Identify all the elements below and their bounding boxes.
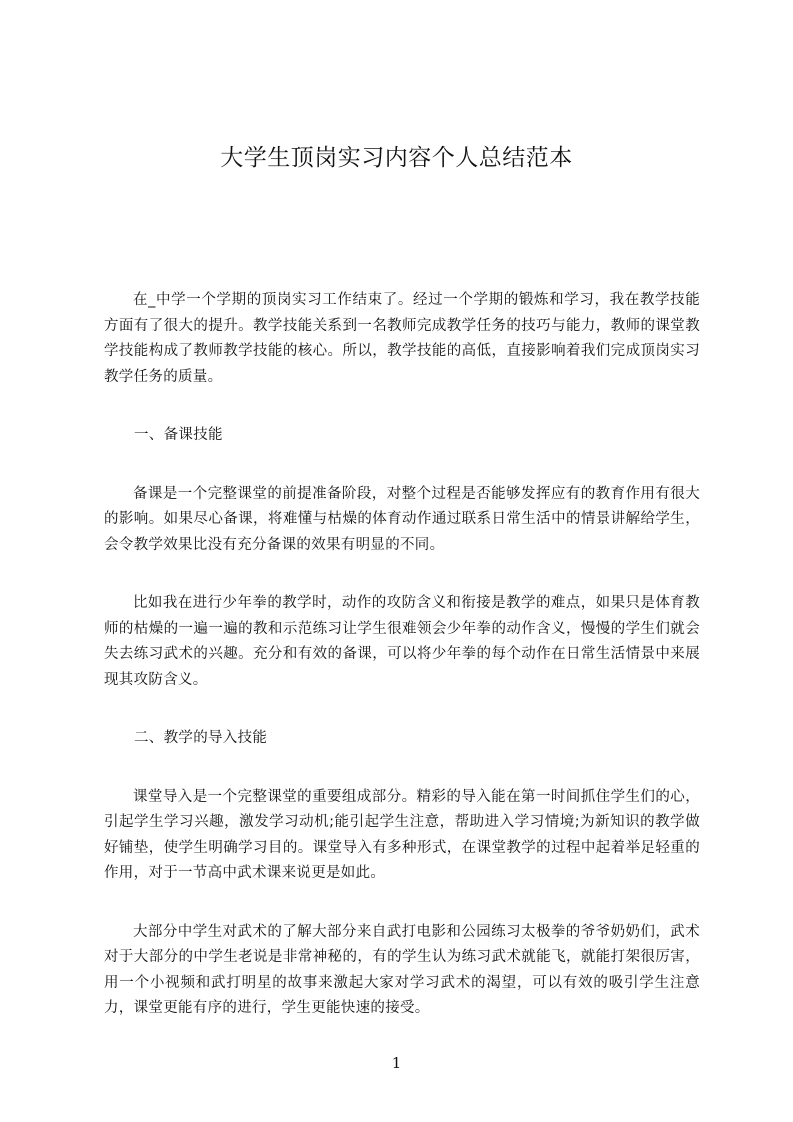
page-number: 1 — [391, 1054, 402, 1072]
section-heading-lesson-intro: 二、教学的导入技能 — [134, 730, 268, 746]
document-body — [104, 288, 700, 1055]
paragraph-wushu-interest: 大部分中学生对武术的了解大部分来自武打电影和公园练习太极拳的爷爷奶奶们，武术对于大部分的中学生老说是非常神秘的，有的学生认为练习武术就能飞，就能打架很厉害，用一个小视频和武打明星的故事来激起大家对学习武术的渴望，可以有效的吸引学生注意力，课堂更能有序的进行，学生更能快速的接受。 — [104, 923, 700, 1016]
document-title: 大学生顶岗实习内容个人总结范本 — [220, 145, 573, 171]
paragraph-lesson-prep: 备课是一个完整课堂的前提准备阶段，对整个过程是否能够发挥应有的教育作用有很大的影响。如果尽心备课，将难懂与枯燥的体育动作通过联系日常生活中的情景讲解给学生，会令教学效果比没有充分备课的效果有明显的不同。 — [104, 485, 700, 553]
paragraph-intro: 在_中学一个学期的顶岗实习工作结束了。经过一个学期的锻炼和学习，我在教学技能方面有了很大的提升。教学技能关系到一名教师完成教学任务的技巧与能力，教师的课堂教学技能构成了教师教学技能的核心。所以，教学技能的高低，直接影响着我们完成顶岗实习教学任务的质量。 — [104, 292, 700, 385]
section-heading-lesson-prep: 一、备课技能 — [134, 427, 223, 443]
paragraph-lesson-intro: 课堂导入是一个完整课堂的重要组成部分。精彩的导入能在第一时间抓住学生们的心，引起学生学习兴趣，激发学习动机;能引起学生注意，帮助进入学习情境;为新知识的教学做好铺垫，使学生明确学习目的。课堂导入有多种形式，在课堂教学的过程中起着举足轻重的作用，对于一节高中武术课来说更是如此。 — [104, 788, 700, 881]
paragraph-shaolian-quan-example: 比如我在进行少年拳的教学时，动作的攻防含义和衔接是教学的难点，如果只是体育教师的枯燥的一遍一遍的教和示范练习让学生很难领会少年拳的动作含义，慢慢的学生们就会失去练习武术的兴趣。充分和有效的备课，可以将少年拳的每个动作在日常生活情景中来展现其攻防含义。 — [104, 595, 700, 688]
